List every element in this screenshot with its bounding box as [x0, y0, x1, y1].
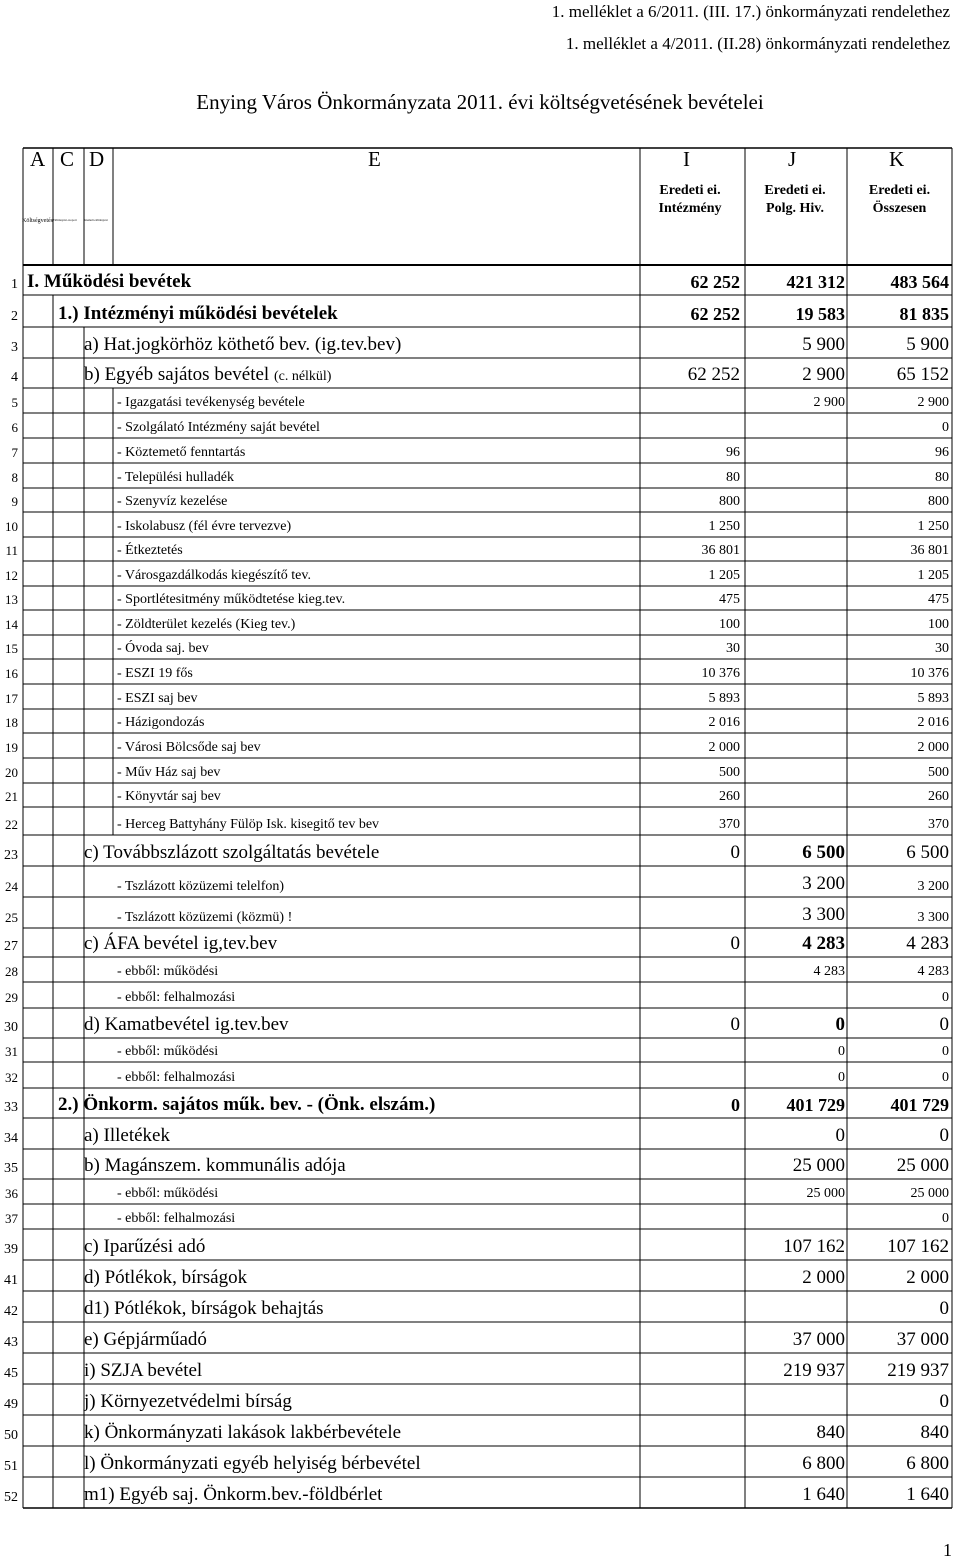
table-row [0, 438, 960, 463]
row-label: c) Iparűzési adó [84, 1236, 206, 1257]
value-intezmeny: 0 [730, 1014, 740, 1035]
value-intezmeny: 30 [726, 641, 740, 656]
value-intezmeny: 500 [719, 765, 740, 780]
page-title: Enying Város Önkormányzata 2011. évi költségvetésének bevételei [196, 90, 764, 114]
value-osszesen: 25 000 [910, 1186, 949, 1201]
value-polg-hiv: 2 900 [813, 395, 845, 410]
row-label: I. Működési bevétek [27, 271, 192, 292]
value-osszesen: 4 283 [906, 933, 949, 954]
row-number: 11 [5, 543, 18, 558]
value-osszesen: 2 016 [917, 715, 949, 730]
value-osszesen: 260 [928, 789, 949, 804]
value-osszesen: 81 835 [899, 304, 949, 324]
table-row [0, 1322, 960, 1353]
value-intezmeny: 62 252 [690, 304, 740, 324]
value-osszesen: 96 [935, 445, 949, 460]
row-number: 10 [5, 519, 18, 534]
col-head-j: J [788, 147, 797, 171]
value-osszesen: 840 [920, 1422, 949, 1443]
row-label: - Köztemető fenntartás [117, 445, 246, 460]
value-osszesen: 475 [928, 592, 949, 607]
table-row [0, 327, 960, 358]
table-row [0, 897, 960, 928]
row-number: 6 [11, 420, 18, 435]
table-row [0, 1204, 960, 1229]
value-intezmeny: 260 [719, 789, 740, 804]
row-label: a) Illetékek [84, 1125, 170, 1146]
col-sub-j-2: Polg. Hiv. [766, 201, 824, 216]
col-tiny-d: Kiemelt előirányzat [84, 218, 108, 222]
row-label: - Tszlázott közüzemi telelfon) [117, 879, 285, 894]
col-sub-k-2: Összesen [872, 201, 927, 216]
row-label-note: (c. nélkül) [273, 369, 332, 384]
value-intezmeny: 80 [726, 470, 740, 485]
row-number: 22 [5, 817, 18, 832]
value-intezmeny: 10 376 [701, 666, 740, 681]
row-number: 13 [5, 592, 18, 607]
value-intezmeny: 36 801 [701, 543, 740, 558]
row-number: 33 [4, 1100, 18, 1115]
table-row [0, 684, 960, 709]
page-number: 1 [943, 1540, 952, 1560]
table-row [0, 388, 960, 413]
row-number: 43 [4, 1335, 18, 1350]
table-row [0, 1149, 960, 1179]
value-osszesen: 1 205 [917, 568, 949, 583]
table-row [0, 358, 960, 388]
value-intezmeny: 1 250 [708, 519, 740, 534]
value-polg-hiv: 2 900 [802, 364, 845, 385]
value-polg-hiv: 0 [838, 1070, 845, 1085]
value-osszesen: 30 [935, 641, 949, 656]
value-polg-hiv: 0 [835, 1125, 845, 1146]
col-tiny-c: Előirányzat-csoport [53, 218, 77, 222]
row-label: - Iskolabusz (fél évre tervezve) [117, 519, 292, 534]
table-row [0, 610, 960, 635]
row-number: 30 [4, 1020, 18, 1035]
col-sub-k-1: Eredeti ei. [868, 183, 931, 198]
value-intezmeny: 370 [719, 817, 740, 832]
col-sub-i-2: Intézmény [658, 201, 722, 216]
table-row [0, 512, 960, 537]
value-polg-hiv: 25 000 [806, 1186, 845, 1201]
value-polg-hiv: 0 [835, 1014, 845, 1035]
value-polg-hiv: 19 583 [795, 304, 845, 324]
value-osszesen: 0 [942, 1070, 949, 1085]
row-number: 28 [5, 964, 18, 979]
row-label: - Szolgálató Intézmény saját bevétel [117, 420, 320, 435]
table-row [0, 488, 960, 512]
col-head-i: I [683, 147, 690, 171]
table-row [0, 1008, 960, 1038]
row-label: - Óvoda saj. bev [117, 641, 209, 656]
value-polg-hiv: 840 [816, 1422, 845, 1443]
table-row [0, 733, 960, 758]
table-row [0, 1446, 960, 1477]
value-polg-hiv: 421 312 [786, 272, 845, 292]
row-label: - Városi Bölcsőde saj bev [117, 740, 261, 755]
row-label: - ebből: működési [117, 1186, 219, 1201]
row-label-main: b) Egyéb sajátos bevétel [84, 364, 274, 385]
value-polg-hiv: 107 162 [783, 1236, 845, 1257]
value-osszesen: 5 900 [906, 334, 949, 355]
row-number: 3 [11, 340, 18, 355]
value-osszesen: 6 800 [906, 1453, 949, 1474]
value-intezmeny: 0 [730, 933, 740, 954]
row-number: 17 [5, 691, 18, 706]
value-osszesen: 36 801 [910, 543, 949, 558]
row-label: j) Környezetvédelmi bírság [84, 1391, 292, 1412]
value-osszesen: 370 [928, 817, 949, 832]
table-row [0, 463, 960, 488]
row-label: d1) Pótlékok, bírságok behajtás [84, 1298, 324, 1319]
value-intezmeny: 96 [726, 445, 740, 460]
row-label: 1.) Intézményi működési bevételek [58, 303, 338, 324]
table-row [0, 709, 960, 733]
row-number: 1 [11, 277, 18, 292]
row-number: 25 [5, 910, 18, 925]
row-number: 29 [5, 990, 18, 1005]
row-label: - Tszlázott közüzemi (közmü) ! [117, 910, 293, 925]
value-osszesen: 100 [928, 617, 949, 632]
row-number: 36 [5, 1186, 18, 1201]
row-label: - ebből: felhalmozási [117, 990, 236, 1005]
value-osszesen: 6 500 [906, 842, 949, 863]
row-number: 24 [5, 879, 18, 894]
value-intezmeny: 62 252 [687, 364, 740, 385]
table-row [0, 537, 960, 561]
row-number: 34 [4, 1131, 18, 1146]
row-label: - ebből: felhalmozási [117, 1070, 236, 1085]
row-number: 49 [4, 1397, 18, 1412]
value-polg-hiv: 5 900 [802, 334, 845, 355]
value-osszesen: 2 000 [917, 740, 949, 755]
row-label: m1) Egyéb saj. Önkorm.bev.-földbérlet [84, 1484, 383, 1505]
table-row [0, 1179, 960, 1204]
value-osszesen: 800 [928, 494, 949, 509]
row-label: - Étkeztetés [117, 543, 183, 558]
value-intezmeny: 0 [730, 842, 740, 863]
value-osszesen: 0 [939, 1014, 949, 1035]
value-polg-hiv: 37 000 [792, 1329, 845, 1350]
header-line-2: 1. melléklet a 4/2011. (II.28) önkormányzati rendelethez [565, 34, 950, 53]
row-number: 15 [5, 641, 18, 656]
value-polg-hiv: 6 500 [802, 842, 845, 863]
row-label: i) SZJA bevétel [84, 1360, 203, 1381]
row-number: 35 [4, 1161, 18, 1176]
row-number: 37 [5, 1211, 18, 1226]
value-intezmeny: 0 [731, 1095, 740, 1115]
value-osszesen: 0 [942, 420, 949, 435]
value-intezmeny: 62 252 [690, 272, 740, 292]
col-tiny-a: Költségvetés [22, 218, 53, 224]
row-number: 32 [5, 1070, 18, 1085]
col-head-d: D [89, 147, 105, 171]
row-number: 9 [11, 494, 18, 509]
row-number: 20 [5, 765, 18, 780]
value-polg-hiv: 219 937 [783, 1360, 845, 1381]
value-intezmeny: 100 [719, 617, 740, 632]
value-osszesen: 0 [942, 990, 949, 1005]
row-number: 45 [4, 1366, 18, 1381]
value-intezmeny: 2 016 [708, 715, 740, 730]
table-row [0, 586, 960, 610]
col-sub-i-1: Eredeti ei. [659, 183, 721, 198]
value-osszesen: 3 300 [917, 910, 949, 925]
value-osszesen: 401 729 [890, 1095, 949, 1115]
row-label: c) Továbbszlázott szolgáltatás bevétele [84, 842, 380, 863]
value-polg-hiv: 1 640 [802, 1484, 845, 1505]
value-intezmeny: 5 893 [708, 691, 740, 706]
row-label: l) Önkormányzati egyéb helyiség bérbevétel [84, 1453, 421, 1474]
value-osszesen: 2 000 [906, 1267, 949, 1288]
col-head-e: E [368, 147, 381, 171]
table-row [0, 835, 960, 866]
value-osszesen: 0 [939, 1298, 949, 1319]
row-label: - Műv Ház saj bev [117, 765, 221, 780]
value-polg-hiv: 4 283 [813, 964, 845, 979]
value-osszesen: 0 [942, 1211, 949, 1226]
row-label: - Könyvtár saj bev [117, 789, 221, 804]
table-row [0, 1229, 960, 1260]
value-polg-hiv: 401 729 [786, 1095, 845, 1115]
row-label: - ebből: felhalmozási [117, 1211, 236, 1226]
row-label: - Zöldterület kezelés (Kieg tev.) [117, 617, 296, 632]
table-row [0, 866, 960, 897]
value-intezmeny: 1 205 [708, 568, 740, 583]
row-number: 51 [4, 1459, 18, 1474]
table-row [0, 413, 960, 438]
value-osszesen: 219 937 [887, 1360, 949, 1381]
col-head-c: C [60, 147, 75, 171]
value-osszesen: 3 200 [917, 879, 949, 894]
row-label: - Városgazdálkodás kiegészítő tev. [117, 568, 311, 583]
row-number: 7 [11, 445, 18, 460]
table-row [0, 1118, 960, 1149]
table-row [0, 758, 960, 783]
table-row [0, 1088, 960, 1118]
row-number: 23 [4, 848, 18, 863]
row-label: e) Gépjárműadó [84, 1329, 207, 1350]
row-label: 2.) Önkorm. sajátos műk. bev. - (Önk. elszám.) [58, 1094, 436, 1115]
value-osszesen: 107 162 [887, 1236, 949, 1257]
row-label [84, 364, 331, 386]
value-polg-hiv: 2 000 [802, 1267, 845, 1288]
row-number: 52 [4, 1490, 18, 1505]
row-number: 27 [4, 939, 18, 954]
row-number: 2 [11, 309, 18, 324]
row-label: d) Kamatbevétel ig.tev.bev [84, 1014, 289, 1035]
value-osszesen: 4 283 [917, 964, 949, 979]
value-osszesen: 25 000 [896, 1155, 949, 1176]
col-sub-j-1: Eredeti ei. [764, 183, 826, 198]
value-intezmeny: 2 000 [708, 740, 740, 755]
table-row [0, 783, 960, 807]
row-number: 42 [4, 1304, 18, 1319]
row-number: 31 [5, 1044, 18, 1059]
row-number: 16 [5, 666, 18, 681]
row-number: 39 [4, 1242, 18, 1257]
table-row [0, 1384, 960, 1415]
row-label: - ESZI 19 fős [117, 666, 193, 681]
value-polg-hiv: 6 800 [802, 1453, 845, 1474]
value-osszesen: 483 564 [890, 272, 949, 292]
table-row [0, 659, 960, 684]
row-number: 41 [4, 1273, 18, 1288]
row-number: 4 [11, 370, 18, 385]
table-row [0, 635, 960, 659]
value-osszesen: 1 250 [917, 519, 949, 534]
value-osszesen: 10 376 [910, 666, 949, 681]
table-row [0, 957, 960, 982]
value-osszesen: 65 152 [896, 364, 949, 385]
row-label: - Igazgatási tevékenység bevétele [117, 395, 305, 410]
row-number: 14 [5, 617, 18, 632]
row-label: - Herceg Battyhány Fülöp Isk. kisegitő tev bev [117, 817, 380, 832]
value-osszesen: 500 [928, 765, 949, 780]
value-osszesen: 1 640 [906, 1484, 949, 1505]
table-row [0, 982, 960, 1008]
col-head-a: A [30, 147, 46, 171]
value-polg-hiv: 0 [838, 1044, 845, 1059]
value-osszesen: 37 000 [896, 1329, 949, 1350]
value-osszesen: 0 [942, 1044, 949, 1059]
table-row [0, 1353, 960, 1384]
header-line-1: 1. melléklet a 6/2011. (III. 17.) önkormányzati rendelethez [551, 2, 950, 21]
row-label: - ebből: működési [117, 964, 219, 979]
row-label: - ebből: működési [117, 1044, 219, 1059]
row-label: - Szenyvíz kezelése [117, 494, 228, 509]
table-row [0, 1477, 960, 1508]
row-number: 8 [11, 470, 18, 485]
row-label: a) Hat.jogkörhöz köthető bev. (ig.tev.bev) [84, 334, 402, 355]
value-intezmeny: 475 [719, 592, 740, 607]
table-row [0, 1415, 960, 1446]
col-head-k: K [889, 147, 905, 171]
row-label: c) ÁFA bevétel ig,tev.bev [84, 933, 278, 954]
row-label: - Sportlétesitmény működtetése kieg.tev. [117, 592, 346, 607]
value-polg-hiv: 4 283 [802, 933, 845, 954]
row-label: k) Önkormányzati lakások lakbérbevétele [84, 1422, 402, 1443]
table-row [0, 807, 960, 835]
value-osszesen: 0 [939, 1391, 949, 1412]
row-label: - ESZI saj bev [117, 691, 198, 706]
row-number: 21 [5, 789, 18, 804]
value-polg-hiv: 3 200 [802, 873, 845, 894]
value-intezmeny: 800 [719, 494, 740, 509]
value-osszesen: 2 900 [917, 395, 949, 410]
table-row [0, 1062, 960, 1088]
value-osszesen: 5 893 [917, 691, 949, 706]
row-number: 50 [4, 1428, 18, 1443]
row-label: - Házigondozás [117, 715, 205, 730]
row-label: d) Pótlékok, bírságok [84, 1267, 248, 1288]
table-row [0, 265, 960, 295]
value-osszesen: 0 [939, 1125, 949, 1146]
row-label: b) Magánszem. kommunális adója [84, 1155, 346, 1176]
table-row [0, 561, 960, 586]
value-polg-hiv: 25 000 [792, 1155, 845, 1176]
table-row [0, 295, 960, 327]
row-label: - Települési hulladék [117, 470, 234, 485]
row-number: 18 [5, 715, 18, 730]
table-row [0, 1260, 960, 1291]
value-osszesen: 80 [935, 470, 949, 485]
table-row [0, 1291, 960, 1322]
row-number: 12 [5, 568, 18, 583]
row-number: 19 [5, 740, 18, 755]
value-polg-hiv: 3 300 [802, 904, 845, 925]
table-row [0, 1038, 960, 1062]
row-number: 5 [11, 395, 18, 410]
table-row [0, 928, 960, 957]
